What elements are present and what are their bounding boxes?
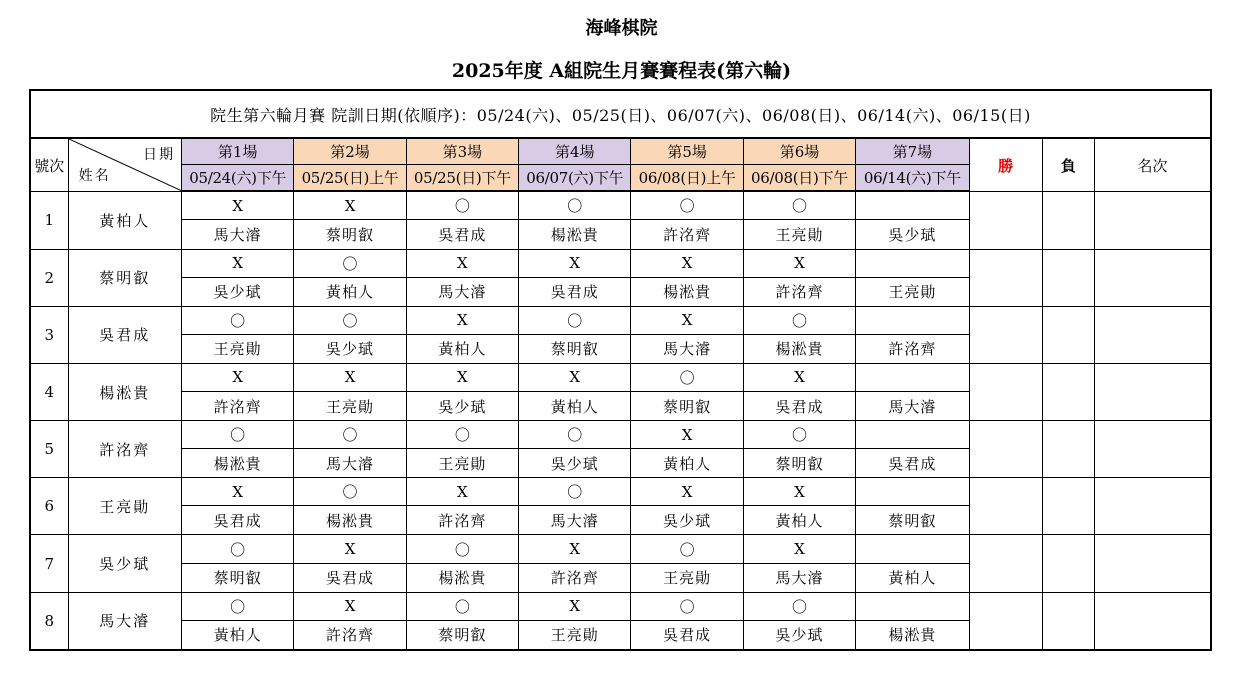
round-5-date: 06/08(日)上午	[631, 165, 743, 192]
match-opponent: 蔡明叡	[631, 392, 743, 421]
match-result: 〇	[294, 249, 406, 277]
match-opponent: 楊淞貴	[182, 449, 294, 478]
match-opponent: 王亮勛	[182, 334, 294, 363]
match-result: X	[519, 592, 631, 620]
match-opponent: 吳少珷	[631, 506, 743, 535]
round-7-label: 第7場	[856, 138, 969, 165]
header-date: 日期	[143, 147, 175, 164]
player-name: 楊淞貴	[68, 363, 181, 420]
match-result: 〇	[519, 191, 631, 220]
match-result	[856, 478, 969, 506]
round-4-label: 第4場	[519, 138, 631, 165]
match-result	[856, 535, 969, 563]
round-1-date: 05/24(六)下午	[182, 165, 294, 192]
schedule-table	[29, 89, 1212, 651]
match-opponent: 吳君成	[519, 277, 631, 306]
round-4-date: 06/07(六)下午	[519, 165, 631, 192]
rank-cell	[1094, 535, 1211, 592]
match-opponent: 吳君成	[743, 392, 855, 421]
player-row	[30, 191, 1211, 220]
loss-cell	[1042, 592, 1094, 650]
match-opponent: 黃柏人	[631, 449, 743, 478]
win-cell	[969, 535, 1042, 592]
match-opponent: 許洺齊	[406, 506, 518, 535]
match-opponent: 馬大濬	[406, 277, 518, 306]
match-result: 〇	[406, 535, 518, 563]
page-title: 海峰棋院	[585, 18, 658, 39]
player-number: 7	[30, 535, 68, 592]
rank-cell	[1094, 421, 1211, 478]
match-opponent: 楊淞貴	[519, 220, 631, 249]
match-opponent: 黃柏人	[519, 392, 631, 421]
rank-cell	[1094, 592, 1211, 650]
match-result: X	[182, 249, 294, 277]
match-result: 〇	[182, 306, 294, 334]
rank-cell	[1094, 191, 1211, 249]
round-7-date: 06/14(六)下午	[856, 165, 969, 192]
header-win: 勝	[969, 138, 1042, 191]
round-2-label: 第2場	[294, 138, 406, 165]
match-opponent: 吳少珷	[406, 392, 518, 421]
match-opponent: 吳君成	[406, 220, 518, 249]
match-result	[856, 249, 969, 277]
match-result: X	[743, 363, 855, 391]
match-opponent: 許洺齊	[182, 392, 294, 421]
match-opponent: 黃柏人	[294, 277, 406, 306]
match-result: X	[743, 249, 855, 277]
player-row	[30, 249, 1211, 277]
match-opponent: 許洺齊	[294, 620, 406, 650]
match-result: 〇	[519, 306, 631, 334]
match-result: 〇	[519, 421, 631, 449]
header-loss: 負	[1042, 138, 1094, 191]
match-result: 〇	[182, 592, 294, 620]
match-opponent: 許洺齊	[856, 334, 969, 363]
match-opponent: 楊淞貴	[631, 277, 743, 306]
header-date-name-diagonal	[68, 138, 181, 191]
match-opponent: 楊淞貴	[406, 563, 518, 592]
match-result: X	[294, 191, 406, 220]
match-opponent: 蔡明叡	[856, 506, 969, 535]
match-result: 〇	[406, 421, 518, 449]
match-result: X	[743, 535, 855, 563]
match-opponent: 楊淞貴	[743, 334, 855, 363]
match-result: X	[182, 191, 294, 220]
loss-cell	[1042, 535, 1094, 592]
page-subtitle: 2025年度 A組院生月賽賽程表(第六輪)	[451, 60, 792, 82]
match-opponent: 楊淞貴	[294, 506, 406, 535]
match-opponent: 馬大濬	[743, 563, 855, 592]
player-number: 5	[30, 421, 68, 478]
match-result: 〇	[743, 421, 855, 449]
round-3-label: 第3場	[406, 138, 518, 165]
match-result: X	[182, 363, 294, 391]
match-result	[856, 363, 969, 391]
match-result: 〇	[743, 306, 855, 334]
match-opponent: 蔡明叡	[294, 220, 406, 249]
player-name: 黃柏人	[68, 191, 181, 249]
player-row	[30, 363, 1211, 391]
rank-cell	[1094, 249, 1211, 306]
player-number: 8	[30, 592, 68, 650]
player-number: 1	[30, 191, 68, 249]
match-result: X	[294, 535, 406, 563]
match-opponent: 吳君成	[182, 506, 294, 535]
round-5-label: 第5場	[631, 138, 743, 165]
player-row	[30, 306, 1211, 334]
match-result: X	[519, 249, 631, 277]
match-result: 〇	[294, 306, 406, 334]
match-result	[856, 592, 969, 620]
player-name: 吳君成	[68, 306, 181, 363]
match-result: X	[519, 535, 631, 563]
match-result: 〇	[406, 191, 518, 220]
match-opponent: 王亮勛	[743, 220, 855, 249]
match-result: 〇	[294, 421, 406, 449]
match-opponent: 王亮勛	[406, 449, 518, 478]
match-result: X	[631, 421, 743, 449]
rank-cell	[1094, 363, 1211, 420]
match-result: X	[631, 249, 743, 277]
match-result: 〇	[743, 592, 855, 620]
win-cell	[969, 191, 1042, 249]
match-opponent: 吳君成	[294, 563, 406, 592]
player-number: 3	[30, 306, 68, 363]
player-number: 6	[30, 478, 68, 535]
loss-cell	[1042, 191, 1094, 249]
match-result: X	[743, 478, 855, 506]
player-name: 許洺齊	[68, 421, 181, 478]
loss-cell	[1042, 363, 1094, 420]
match-result	[856, 421, 969, 449]
header-name: 姓名	[78, 167, 111, 184]
loss-cell	[1042, 421, 1094, 478]
match-opponent: 黃柏人	[856, 563, 969, 592]
match-opponent: 吳少珷	[856, 220, 969, 249]
player-name: 王亮勛	[68, 478, 181, 535]
player-row	[30, 421, 1211, 449]
win-cell	[969, 363, 1042, 420]
loss-cell	[1042, 478, 1094, 535]
match-result: 〇	[294, 478, 406, 506]
match-opponent: 王亮勛	[519, 620, 631, 650]
match-result: 〇	[519, 478, 631, 506]
match-opponent: 蔡明叡	[519, 334, 631, 363]
header-rank: 名次	[1094, 138, 1211, 191]
match-result: X	[406, 249, 518, 277]
match-opponent: 吳少珷	[182, 277, 294, 306]
match-opponent: 王亮勛	[856, 277, 969, 306]
match-result: 〇	[182, 421, 294, 449]
match-opponent: 黃柏人	[743, 506, 855, 535]
player-row	[30, 478, 1211, 506]
rank-cell	[1094, 478, 1211, 535]
match-opponent: 吳少珷	[519, 449, 631, 478]
match-opponent: 蔡明叡	[182, 563, 294, 592]
match-result: 〇	[743, 191, 855, 220]
match-result: X	[631, 306, 743, 334]
player-number: 2	[30, 249, 68, 306]
match-opponent: 吳君成	[631, 620, 743, 650]
match-result: X	[294, 363, 406, 391]
round-3-date: 05/25(日)下午	[406, 165, 518, 192]
match-opponent: 蔡明叡	[743, 449, 855, 478]
header-index: 號次	[30, 138, 68, 191]
player-name: 蔡明叡	[68, 249, 181, 306]
match-result: 〇	[631, 592, 743, 620]
match-result: X	[406, 363, 518, 391]
match-opponent: 馬大濬	[631, 334, 743, 363]
player-name: 馬大濬	[68, 592, 181, 650]
rank-cell	[1094, 306, 1211, 363]
schedule-banner: 院生第六輪月賽 院訓日期(依順序)：05/24(六)、05/25(日)、06/07(六)、06/08(日)、06/14(六)、06/15(日)	[30, 90, 1211, 138]
match-opponent: 王亮勛	[631, 563, 743, 592]
match-opponent: 馬大濬	[856, 392, 969, 421]
match-result: X	[294, 592, 406, 620]
match-opponent: 吳少珷	[294, 334, 406, 363]
match-opponent: 蔡明叡	[406, 620, 518, 650]
win-cell	[969, 478, 1042, 535]
win-cell	[969, 592, 1042, 650]
match-result: 〇	[631, 535, 743, 563]
player-number: 4	[30, 363, 68, 420]
match-opponent: 許洺齊	[743, 277, 855, 306]
match-opponent: 許洺齊	[631, 220, 743, 249]
match-result: X	[406, 306, 518, 334]
match-opponent: 吳少珷	[743, 620, 855, 650]
round-6-label: 第6場	[743, 138, 855, 165]
player-row	[30, 535, 1211, 563]
loss-cell	[1042, 306, 1094, 363]
loss-cell	[1042, 249, 1094, 306]
win-cell	[969, 306, 1042, 363]
round-2-date: 05/25(日)上午	[294, 165, 406, 192]
match-opponent: 王亮勛	[294, 392, 406, 421]
match-opponent: 馬大濬	[182, 220, 294, 249]
player-name: 吳少珷	[68, 535, 181, 592]
player-row	[30, 592, 1211, 620]
win-cell	[969, 249, 1042, 306]
match-result: X	[406, 478, 518, 506]
round-6-date: 06/08(日)下午	[743, 165, 855, 192]
match-opponent: 馬大濬	[294, 449, 406, 478]
match-result: 〇	[631, 363, 743, 391]
match-opponent: 馬大濬	[519, 506, 631, 535]
match-result: X	[519, 363, 631, 391]
match-opponent: 楊淞貴	[856, 620, 969, 650]
match-result: 〇	[631, 191, 743, 220]
match-result: 〇	[182, 535, 294, 563]
match-opponent: 吳君成	[856, 449, 969, 478]
match-result: X	[182, 478, 294, 506]
match-result	[856, 306, 969, 334]
win-cell	[969, 421, 1042, 478]
match-opponent: 黃柏人	[182, 620, 294, 650]
match-result	[856, 191, 969, 220]
round-1-label: 第1場	[182, 138, 294, 165]
match-opponent: 許洺齊	[519, 563, 631, 592]
match-opponent: 黃柏人	[406, 334, 518, 363]
match-result: X	[631, 478, 743, 506]
match-result: 〇	[406, 592, 518, 620]
